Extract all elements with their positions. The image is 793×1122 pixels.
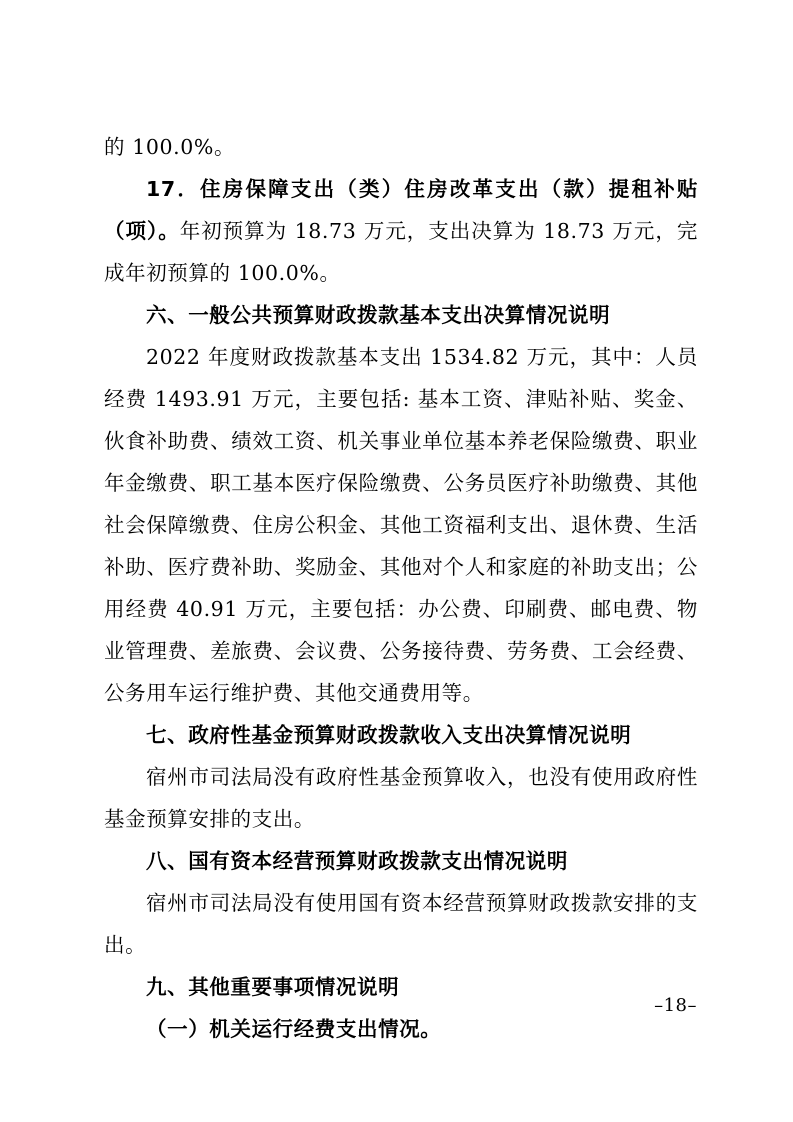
heading-section-nine: 九、其他重要事项情况说明 [146,975,400,999]
paragraph-section-six-body: 2022 年度财政拨款基本支出 1534.82 万元，其中：人员经费 1493.91 万元，主要包括: 基本工资、津贴补贴、奖金、伙食补助费、绩效工资、机关事业单位基本养老保险缴费、职业年金缴费、职工基本医疗保险缴费、公务员医疗补助缴费、其他社会保障缴费、住房公积金、其他工资福利支出、退休费、生活补助、医疗费补助、奖励金、其他对个人和家庭的补助支出；公用经费 40.91 万元，主要包括：办公费、印刷费、邮电费、物业管理费、差旅费、会议费、公务接待费、劳务费、工会经费、公务用车运行维护费、其他交通费用等。 [104,345,698,705]
heading-section-seven: 七、政府性基金预算财政拨款收入支出决算情况说明 [146,723,632,747]
paragraph-item-17 [104,168,698,294]
heading-subsection-one: （一）机关运行经费支出情况。 [146,1017,442,1041]
heading-section-six: 六、一般公共预算财政拨款基本支出决算情况说明 [146,303,611,327]
document-body [104,126,698,1050]
page-number: –18– [654,995,697,1016]
item-17-body: 年初预算为 18.73 万元，支出决算为 18.73 万元，完成年初预算的 100.0%。 [104,219,698,285]
paragraph-section-seven-body: 宿州市司法局没有政府性基金预算收入，也没有使用政府性基金预算安排的支出。 [104,765,698,831]
paragraph-section-eight-body: 宿州市司法局没有使用国有资本经营预算财政拨款安排的支出。 [104,891,698,957]
heading-section-eight: 八、国有资本经营预算财政拨款支出情况说明 [146,849,568,873]
paragraph-continued-percent: 的 100.0%。 [104,135,236,159]
item-17-bold-lead: 17．住房保障支出（类）住房改革支出（款）提租补贴（项）。 [104,177,698,243]
